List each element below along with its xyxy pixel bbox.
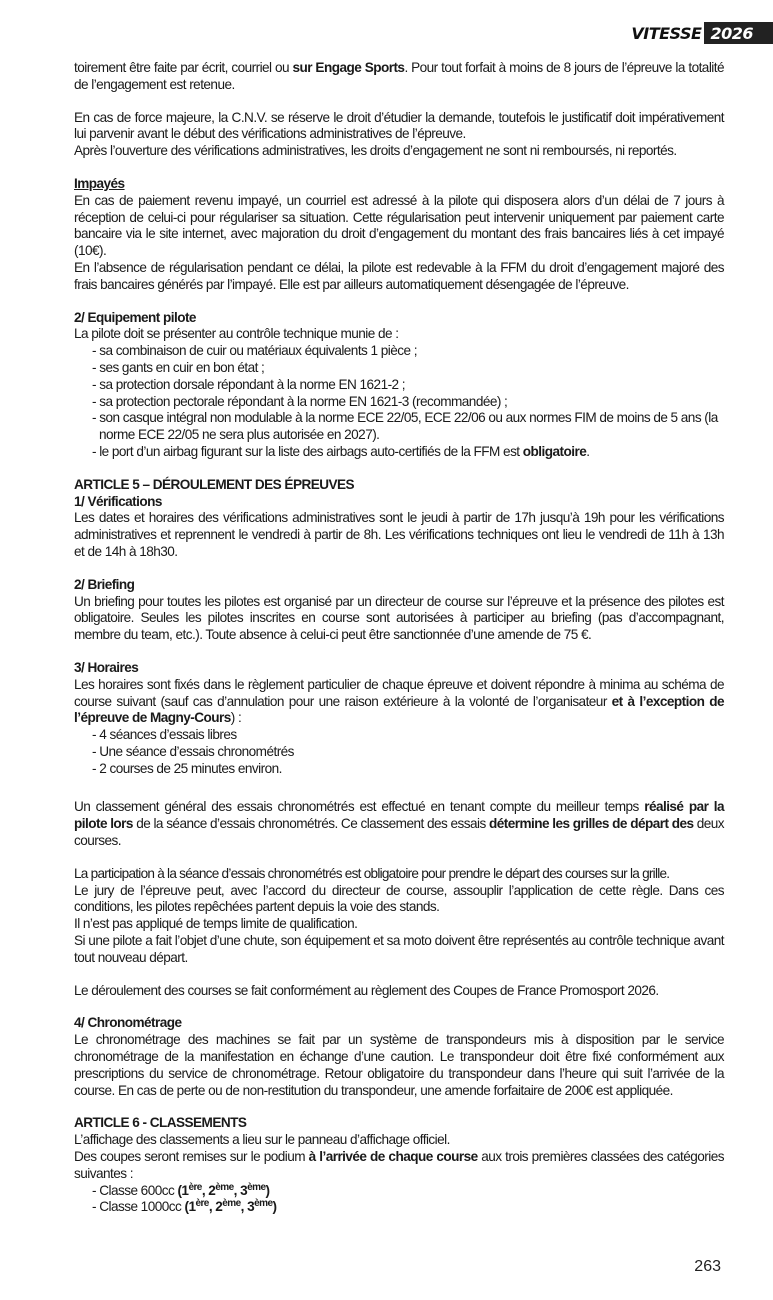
article-6-heading: ARTICLE 6 - CLASSEMENTS xyxy=(74,1115,247,1131)
equipement-intro: La pilote doit se présenter au contrôle technique munie de : xyxy=(74,326,399,342)
horaires-heading: 3/ Horaires xyxy=(74,659,139,675)
article-5-heading: ARTICLE 5 – DÉROULEMENT DES ÉPREUVES xyxy=(74,476,355,492)
classement-paragraph: Un classement général des essais chronométrés est effectué en tenant compte du meilleur temps réalisé par la pilote lors de la séance d’essais chronométrés. Ce classement des essais détermine les grilles de départ des deux courses. xyxy=(74,799,724,849)
paragraph-intro: toirement être faite par écrit, courriel ou sur Engage Sports. Pour tout forfait à moins de 8 jours de l’épreuve la totalité de l’engagement est retenue. xyxy=(74,60,724,92)
header-word: VITESSE xyxy=(631,24,702,43)
horaires-paragraph: Les horaires sont fixés dans le règlement particulier de chaque épreuve et doivent répondre à minima au schéma de course suivant (sauf cas d’annulation pour une raison extérieure à la volonté de l’organisateur et à l’exception de l’épreuve de Magny-Cours) : xyxy=(74,676,724,726)
list-item: - Classe 1000cc (1ère, 2ème, 3ème) xyxy=(92,1198,277,1215)
participation-paragraph-1: La participation à la séance d’essais chronométrés est obligatoire pour prendre le départ des courses sur la grille. xyxy=(74,865,670,881)
list-item: - sa protection dorsale répondant à la norme EN 1621-2 ; xyxy=(92,376,406,392)
list-item: - sa protection pectorale répondant à la norme EN 1621-3 (recommandée) ; xyxy=(92,393,508,409)
list-item: - le port d’un airbag figurant sur la liste des airbags auto-certifiés de la FFM est obligatoire. xyxy=(92,443,590,459)
running-header xyxy=(631,22,773,44)
list-item: - 4 séances d’essais libres xyxy=(92,727,237,743)
classements-paragraph-2: Des coupes seront remises sur le podium à l’arrivée de chaque course aux trois premières classées des catégories suivantes : xyxy=(74,1149,724,1181)
page-content xyxy=(74,60,724,1216)
impayes-paragraph-2: En l’absence de régularisation pendant ce délai, la pilote est redevable à la FFM du droit d’engagement majoré des frais bancaires générés par l’impayé. Elle est par ailleurs automatiquement désengagée de l’épreuve. xyxy=(74,259,724,292)
list-item: - sa combinaison de cuir ou matériaux équivalents 1 pièce ; xyxy=(92,343,417,359)
briefing-heading: 2/ Briefing xyxy=(74,576,135,592)
participation-paragraph-4: Si une pilote a fait l’objet d’une chute, son équipement et sa moto doivent être représentés au contrôle technique avant tout nouveau départ. xyxy=(74,933,724,965)
impayes-heading: Impayés xyxy=(74,175,125,191)
list-item: - ses gants en cuir en bon état ; xyxy=(92,359,265,375)
verifications-paragraph: Les dates et horaires des vérifications administratives sont le jeudi à partir de 17h jusqu’à 19h pour les vérifications administratives et reprennent le vendredi à partir de 8h. Les vérifications techniques ont lieu le vendredi de 11h à 13h et de 14h à 18h30. xyxy=(74,510,724,559)
equipement-heading: 2/ Equipement pilote xyxy=(74,309,196,325)
list-item: - Classe 600cc (1ère, 2ème, 3ème) xyxy=(92,1181,270,1198)
classements-paragraph-1: L’affichage des classements a lieu sur le panneau d’affichage officiel. xyxy=(74,1132,450,1148)
verifications-heading: 1/ Vérifications xyxy=(74,493,162,509)
list-item: - son casque intégral non modulable à la norme ECE 22/05, ECE 22/06 ou aux normes FIM de moins de 5 ans (la norme ECE 22/05 ne sera plus autorisée en 2027). xyxy=(92,410,718,443)
page-number: 263 xyxy=(694,1258,721,1275)
paragraph-force-majeure: En cas de force majeure, la C.N.V. se réserve le droit d’étudier la demande, toutefois le justificatif doit impérativement lui parvenir avant le début des vérifications administratives de l’épreuve. xyxy=(74,109,724,142)
briefing-paragraph: Un briefing pour toutes les pilotes est organisé par un directeur de course sur l’épreuve et la présence des pilotes est obligatoire. Seules les pilotes inscrites en course sont autorisées à participer au briefing (pas d’accompagnant, membre du team, etc.). Toute absence à celui-ci peut être sanctionnée d’une amende de 75 €. xyxy=(74,593,724,643)
equipement-list xyxy=(74,343,724,461)
deroulement-paragraph: Le déroulement des courses se fait conformément au règlement des Coupes de France Promosport 2026. xyxy=(74,982,659,998)
chronometrage-heading: 4/ Chronométrage xyxy=(74,1015,182,1031)
chronometrage-paragraph: Le chronométrage des machines se fait par un système de transpondeurs mis à disposition par le service chronométrage de la manifestation en échange d’une caution. Le transpondeur doit être fixé conformément aux prescriptions du service de chronométrage. Retour obligatoire du transpondeur dans l’heure qui suit l’arrivée de la course. En cas de perte ou de non-restitution du transpondeur, une amende forfaitaire de 200€ est appliquée. xyxy=(74,1032,724,1098)
impayes-paragraph-1: En cas de paiement revenu impayé, un courriel est adressé à la pilote qui disposera alors d’un délai de 7 jours à réception de celui-ci pour régulariser sa situation. Cette régularisation peut intervenir uniquement par paiement carte bancaire via le site internet, avec majoration du droit d’engagement du montant des frais bancaires liés à cet impayé (10€). xyxy=(74,192,724,259)
participation-paragraph-3: Il n’est pas appliqué de temps limite de qualification. xyxy=(74,916,358,932)
paragraph-apres: Après l’ouverture des vérifications administratives, les droits d’engagement ne sont ni remboursés, ni reportés. xyxy=(74,143,677,159)
list-item: - 2 courses de 25 minutes environ. xyxy=(92,760,282,776)
horaires-list xyxy=(74,727,724,777)
list-item: - Une séance d’essais chronométrés xyxy=(92,743,294,759)
header-year: 2026 xyxy=(704,22,773,44)
classes-list xyxy=(74,1183,724,1217)
participation-paragraph-2: Le jury de l’épreuve peut, avec l’accord du directeur de course, assouplir l’application de cette règle. Dans ces conditions, les pilotes repêchées partent depuis la voie des stands. xyxy=(74,882,724,915)
